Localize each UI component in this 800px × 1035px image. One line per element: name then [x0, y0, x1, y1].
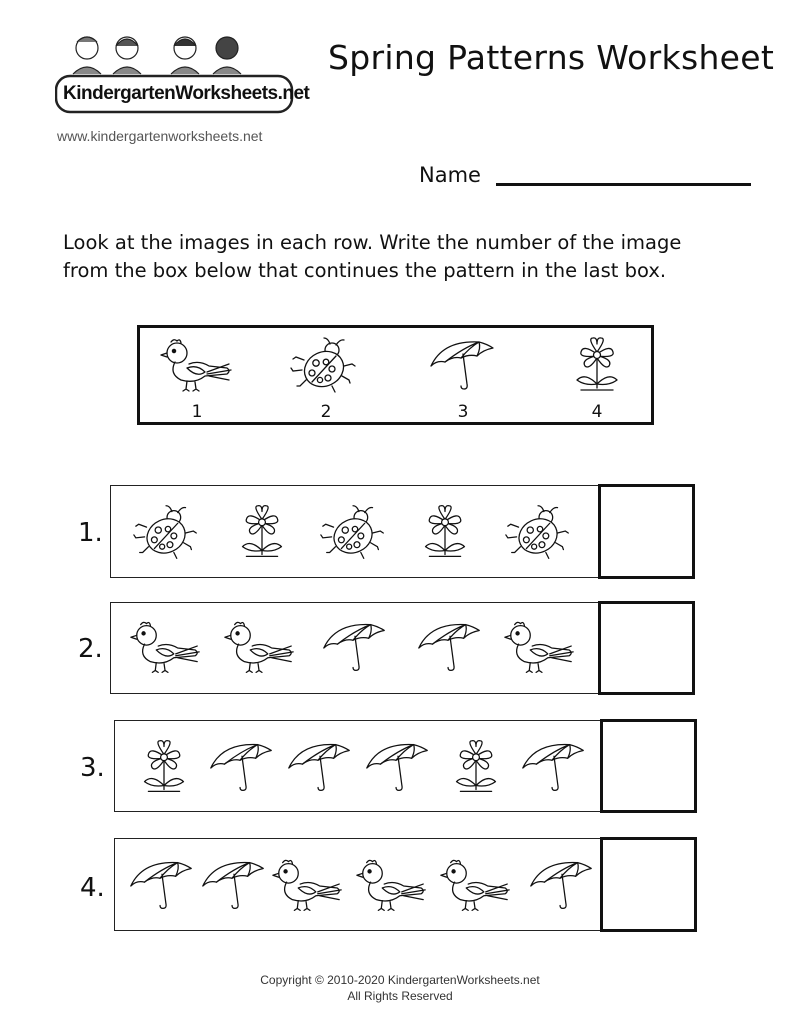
umbrella-icon — [523, 851, 601, 921]
answer-box-3[interactable] — [600, 719, 697, 813]
key-item-bird — [152, 336, 242, 426]
rights-text: All Rights Reserved — [347, 989, 453, 1003]
bird-icon — [501, 613, 579, 683]
site-logo — [55, 34, 310, 124]
bird-icon — [127, 613, 205, 683]
flower-icon — [125, 733, 203, 803]
row-number: 2. — [78, 634, 103, 664]
bird-icon — [221, 613, 299, 683]
picture-key-box — [137, 325, 654, 425]
umbrella-icon — [411, 613, 489, 683]
site-url: www.kindergartenworksheets.net — [57, 128, 263, 144]
name-label: Name — [419, 163, 481, 187]
key-item-ladybug — [281, 336, 371, 426]
flower-icon — [406, 498, 484, 568]
umbrella-icon — [203, 733, 281, 803]
footer — [0, 972, 800, 1004]
bird-icon — [353, 851, 431, 921]
ladybug-icon — [501, 498, 579, 568]
answer-box-1[interactable] — [598, 484, 695, 579]
answer-box-2[interactable] — [598, 601, 695, 695]
bird-icon — [269, 851, 347, 921]
name-line[interactable] — [496, 183, 751, 186]
key-item-umbrella — [418, 336, 508, 426]
instructions: Look at the images in each row. Write the number of the image from the box below that continues the pattern in the last box. — [63, 231, 682, 282]
flower-icon — [223, 498, 301, 568]
logo-kids-icon — [55, 34, 310, 124]
logo-text: KindergartenWorksheets.net — [63, 83, 310, 104]
flower-icon — [557, 336, 637, 396]
umbrella-icon — [123, 851, 201, 921]
umbrella-icon — [359, 733, 437, 803]
row-number: 3. — [80, 753, 105, 783]
key-number: 4 — [591, 402, 603, 422]
row-number: 4. — [80, 873, 105, 903]
flower-icon — [437, 733, 515, 803]
pattern-row-4 — [114, 838, 602, 931]
ladybug-icon — [129, 498, 207, 568]
key-item-flower — [552, 336, 642, 426]
copyright-text: Copyright © 2010-2020 KindergartenWorksheets.net — [260, 973, 540, 987]
pattern-row-2 — [110, 602, 600, 694]
page-title: Spring Patterns Worksheet — [328, 38, 775, 77]
bird-icon — [437, 851, 515, 921]
umbrella-icon — [423, 336, 503, 396]
row-number: 1. — [78, 518, 103, 548]
key-number: 1 — [191, 402, 203, 422]
umbrella-icon — [281, 733, 359, 803]
pattern-row-1 — [110, 485, 600, 578]
ladybug-icon — [316, 498, 394, 568]
key-number: 3 — [457, 402, 469, 422]
umbrella-icon — [515, 733, 593, 803]
pattern-row-3 — [114, 720, 602, 812]
umbrella-icon — [195, 851, 273, 921]
umbrella-icon — [316, 613, 394, 683]
bird-icon — [157, 336, 237, 396]
key-number: 2 — [320, 402, 332, 422]
ladybug-icon — [286, 336, 366, 396]
answer-box-4[interactable] — [600, 837, 697, 932]
